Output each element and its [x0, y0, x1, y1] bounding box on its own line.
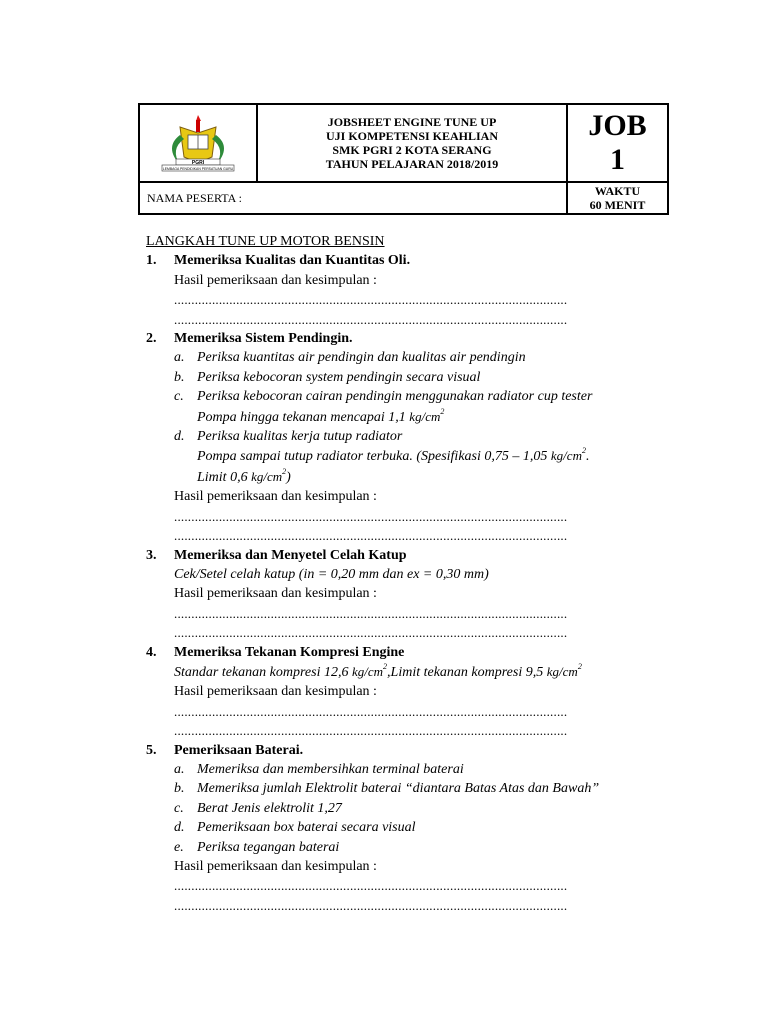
section-number: 1.	[146, 253, 157, 269]
answer-line[interactable]: ..................................................................................................................	[174, 625, 568, 641]
answer-line[interactable]: ..................................................................................................................	[174, 878, 568, 894]
answer-line[interactable]: ..................................................................................................................	[174, 897, 568, 913]
school-logo-cell	[140, 105, 258, 183]
section-number: 3.	[146, 547, 157, 563]
time-cell	[568, 183, 667, 213]
list-item-continuation: Pompa sampai tutup radiator terbuka. (Spesifikasi 0,75 – 1,05 $kg/cm^2$.	[197, 446, 590, 465]
answer-line[interactable]: ..................................................................................................................	[174, 605, 568, 621]
job-label: JOB	[588, 109, 647, 142]
answer-line[interactable]: ..................................................................................................................	[174, 311, 568, 327]
section-number: 4.	[146, 644, 157, 660]
list-item-continuation: Limit 0,6 $kg/cm^2$)	[197, 466, 291, 485]
section-number: 5.	[146, 742, 157, 758]
list-item: c. Periksa kebocoran cairan pendingin menggunakan radiator cup tester	[174, 389, 593, 405]
list-item-continuation: Pompa hingga tekanan mencapai 1,1 $kg/cm^2$	[197, 406, 445, 425]
title-line: SMK PGRI 2 KOTA SERANG	[332, 143, 492, 157]
section-2	[146, 329, 660, 545]
answer-line[interactable]: ..................................................................................................................	[174, 508, 568, 524]
jobsheet-title	[258, 105, 568, 183]
answer-line[interactable]: ..................................................................................................................	[174, 292, 568, 308]
answer-line[interactable]: ..................................................................................................................	[174, 703, 568, 719]
title-line: TAHUN PELAJARAN 2018/2019	[325, 157, 499, 171]
title-line: JOBSHEET ENGINE TUNE UP	[327, 115, 497, 129]
list-item: b. Memeriksa jumlah Elektrolit baterai “diantara Batas Atas dan Bawah”	[174, 781, 600, 797]
section-title: Memeriksa dan Menyetel Celah Katup	[174, 547, 407, 563]
participant-name-field[interactable]	[140, 183, 568, 213]
spec-text: Standar tekanan kompresi 12,6 $kg/cm^2,Limit$ tekanan kompresi 9,5 $kg/cm^2$	[174, 661, 582, 680]
list-item: a. Periksa kuantitas air pendingin dan kualitas air pendingin	[174, 350, 526, 366]
section-title: Memeriksa Kualitas dan Kuantitas Oli.	[174, 253, 411, 269]
svg-text:LEMBAGA PENDIDIKAN PERSATUAN G: LEMBAGA PENDIDIKAN PERSATUAN GURU	[162, 167, 234, 171]
list-item: d. Periksa kualitas kerja tutup radiator	[174, 429, 403, 445]
answer-line[interactable]: ..................................................................................................................	[174, 723, 568, 739]
list-item: c. Berat Jenis elektrolit 1,27	[174, 800, 342, 816]
list-item: a. Memeriksa dan membersihkan terminal baterai	[174, 761, 464, 777]
job-cell	[568, 105, 667, 183]
section-title: Memeriksa Tekanan Kompresi Engine	[174, 644, 405, 660]
header-table	[138, 103, 669, 215]
time-value: 60 MENIT	[589, 198, 646, 212]
section-title: Memeriksa Sistem Pendingin.	[174, 331, 353, 347]
pgri-logo	[140, 105, 256, 181]
list-item: d. Pemeriksaan box baterai secara visual	[174, 820, 416, 836]
answer-line[interactable]: ..................................................................................................................	[174, 528, 568, 544]
list-item: e. Periksa tegangan baterai	[174, 839, 340, 855]
section-1	[146, 251, 660, 329]
result-label: Hasil pemeriksaan dan kesimpulan :	[174, 859, 377, 874]
result-label: Hasil pemeriksaan dan kesimpulan :	[174, 586, 377, 602]
spec-text: Cek/Setel celah katup (in = 0,20 mm dan ex = 0,30 mm)	[174, 566, 489, 582]
section-4	[146, 643, 660, 741]
main-title: LANGKAH TUNE UP MOTOR BENSIN	[146, 234, 385, 249]
result-label: Hasil pemeriksaan dan kesimpulan :	[174, 684, 377, 700]
result-label: Hasil pemeriksaan dan kesimpulan :	[174, 272, 377, 288]
title-line: UJI KOMPETENSI KEAHLIAN	[325, 129, 499, 143]
section-3	[146, 546, 660, 643]
name-label: NAMA PESERTA :	[147, 191, 243, 205]
job-number: 1	[610, 143, 625, 176]
time-label: WAKTU	[594, 184, 641, 198]
section-5	[146, 741, 660, 916]
jobsheet-content	[146, 232, 660, 915]
result-label: Hasil pemeriksaan dan kesimpulan :	[174, 489, 377, 505]
svg-text:PGRI: PGRI	[191, 160, 205, 166]
section-title: Pemeriksaan Baterai.	[174, 742, 304, 758]
section-number: 2.	[146, 331, 157, 347]
list-item: b. Periksa kebocoran system pendingin secara visual	[174, 369, 481, 385]
